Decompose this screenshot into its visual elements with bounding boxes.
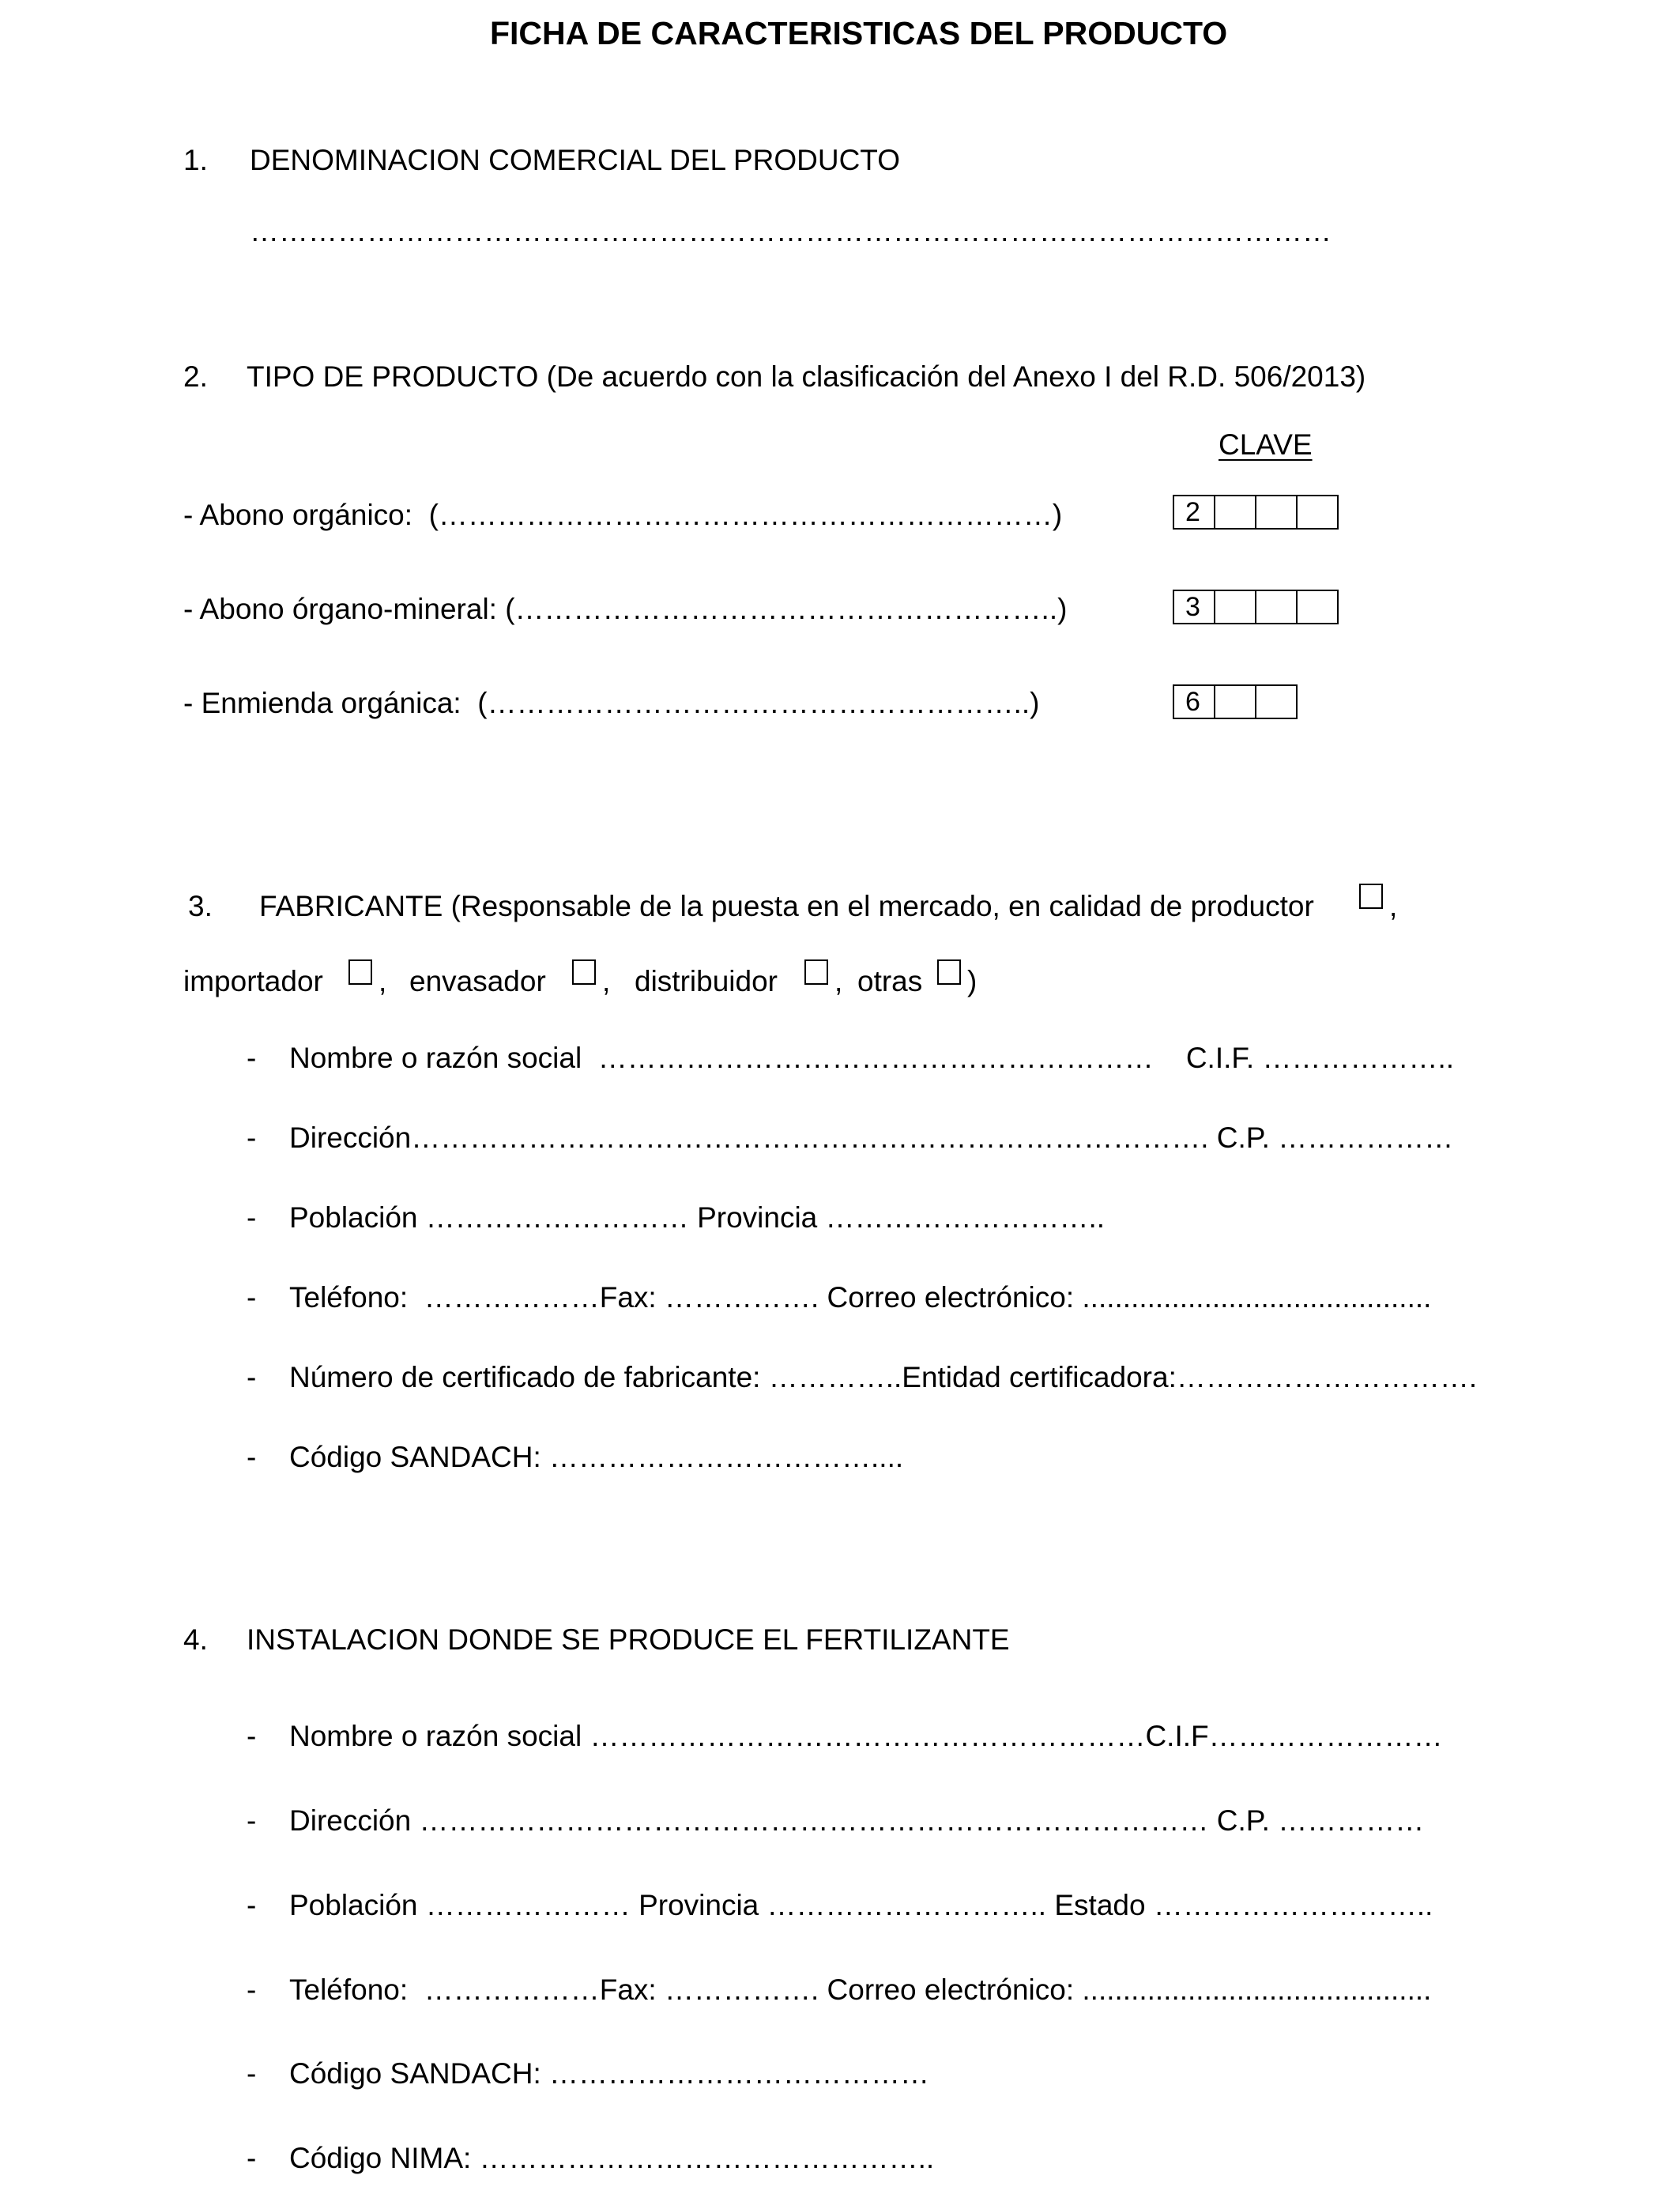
key-cell[interactable] <box>1214 684 1256 719</box>
instalacion-sandach-field[interactable]: Código SANDACH: ………………………………… <box>289 2057 930 2090</box>
abono-organico-label[interactable]: - Abono orgánico: (………………………………………………………) <box>183 499 1063 531</box>
key-cell[interactable] <box>1255 495 1298 530</box>
instalacion-direccion-field[interactable]: Dirección ……………………………………………………………………… C.P. …………… <box>289 1804 1425 1837</box>
key-digit: 6 <box>1173 684 1215 719</box>
section-2-number: 2. <box>183 360 208 393</box>
distribuidor-checkbox[interactable] <box>804 959 828 985</box>
list-dash: - <box>247 1804 257 1837</box>
list-dash: - <box>247 1042 257 1074</box>
envasador-checkbox[interactable] <box>572 959 596 985</box>
productor-checkbox[interactable] <box>1359 884 1383 909</box>
section-1-number: 1. <box>183 144 208 176</box>
enmienda-organica-key-box[interactable] <box>1173 684 1298 719</box>
list-dash: - <box>247 1122 257 1154</box>
otras-checkbox[interactable] <box>937 959 961 985</box>
list-dash: - <box>247 2142 257 2174</box>
key-digit: 2 <box>1173 495 1215 530</box>
enmienda-organica-label[interactable]: - Enmienda orgánica: (………………………………………………..) <box>183 687 1040 719</box>
abono-organo-mineral-key-box[interactable] <box>1173 590 1339 624</box>
importador-label: importador <box>183 965 323 997</box>
fabricante-nombre-field[interactable]: Nombre o razón social ………………………………………………… C.I.F. ……………….. <box>289 1042 1455 1074</box>
key-cell[interactable] <box>1255 684 1298 719</box>
otras-label: otras <box>857 965 923 997</box>
instalacion-telefono-field[interactable]: Teléfono: ………………Fax: ……………. Correo electrónico: ........................................... <box>289 1973 1432 2006</box>
fabricante-poblacion-field[interactable]: Población ……………………… Provincia ……………………….. <box>289 1201 1106 1234</box>
instalacion-nima-field[interactable]: Código NIMA: ……………………………………….. <box>289 2142 935 2174</box>
list-dash: - <box>247 2057 257 2090</box>
key-cell[interactable] <box>1255 590 1298 624</box>
fabricante-sandach-field[interactable]: Código SANDACH: …………………………….... <box>289 1441 904 1473</box>
comma-text: , <box>834 965 843 997</box>
list-dash: - <box>247 1361 257 1393</box>
section-2-heading: TIPO DE PRODUCTO (De acuerdo con la clasificación del Anexo I del R.D. 506/2013) <box>247 360 1366 393</box>
key-cell[interactable] <box>1214 590 1256 624</box>
key-cell[interactable] <box>1296 495 1339 530</box>
comma-text: , <box>379 965 387 997</box>
instalacion-nombre-field[interactable]: Nombre o razón social …………………………………………………C.I.F…………………… <box>289 1720 1443 1752</box>
abono-organo-mineral-label[interactable]: - Abono órgano-mineral: (………………………………………………..) <box>183 593 1068 625</box>
clave-header: CLAVE <box>1219 428 1313 461</box>
fabricante-direccion-field[interactable]: Dirección………………………………………………………………………. C.P. ……………… <box>289 1122 1454 1154</box>
envasador-label: envasador <box>409 965 546 997</box>
abono-organico-key-box[interactable] <box>1173 495 1339 530</box>
key-digit: 3 <box>1173 590 1215 624</box>
list-dash: - <box>247 1201 257 1234</box>
distribuidor-label: distribuidor <box>635 965 778 997</box>
comma-text: , <box>1389 890 1398 922</box>
list-dash: - <box>247 1889 257 1921</box>
fabricante-telefono-field[interactable]: Teléfono: ………………Fax: ……………. Correo electrónico: ........................................... <box>289 1281 1432 1314</box>
document-title: FICHA DE CARACTERISTICAS DEL PRODUCTO <box>490 15 1228 51</box>
key-cell[interactable] <box>1296 590 1339 624</box>
comma-text: , <box>602 965 611 997</box>
product-name-field[interactable]: ………………………………………………………………………………………………… <box>250 217 1332 246</box>
closing-paren: ) <box>967 965 977 997</box>
list-dash: - <box>247 1973 257 2006</box>
importador-checkbox[interactable] <box>348 959 372 985</box>
instalacion-poblacion-field[interactable]: Población ………………… Provincia ……………………….. Estado ……………………….. <box>289 1889 1433 1921</box>
section-1-heading: DENOMINACION COMERCIAL DEL PRODUCTO <box>250 144 900 176</box>
fabricante-certificado-field[interactable]: Número de certificado de fabricante: …………..Entidad certificadora:…………………………. <box>289 1361 1478 1393</box>
list-dash: - <box>247 1441 257 1473</box>
list-dash: - <box>247 1281 257 1314</box>
section-3-number: 3. <box>188 890 213 922</box>
section-4-heading: INSTALACION DONDE SE PRODUCE EL FERTILIZANTE <box>247 1623 1010 1656</box>
list-dash: - <box>247 1720 257 1752</box>
section-4-number: 4. <box>183 1623 208 1656</box>
section-3-heading: FABRICANTE (Responsable de la puesta en el mercado, en calidad de productor <box>259 890 1314 922</box>
key-cell[interactable] <box>1214 495 1256 530</box>
